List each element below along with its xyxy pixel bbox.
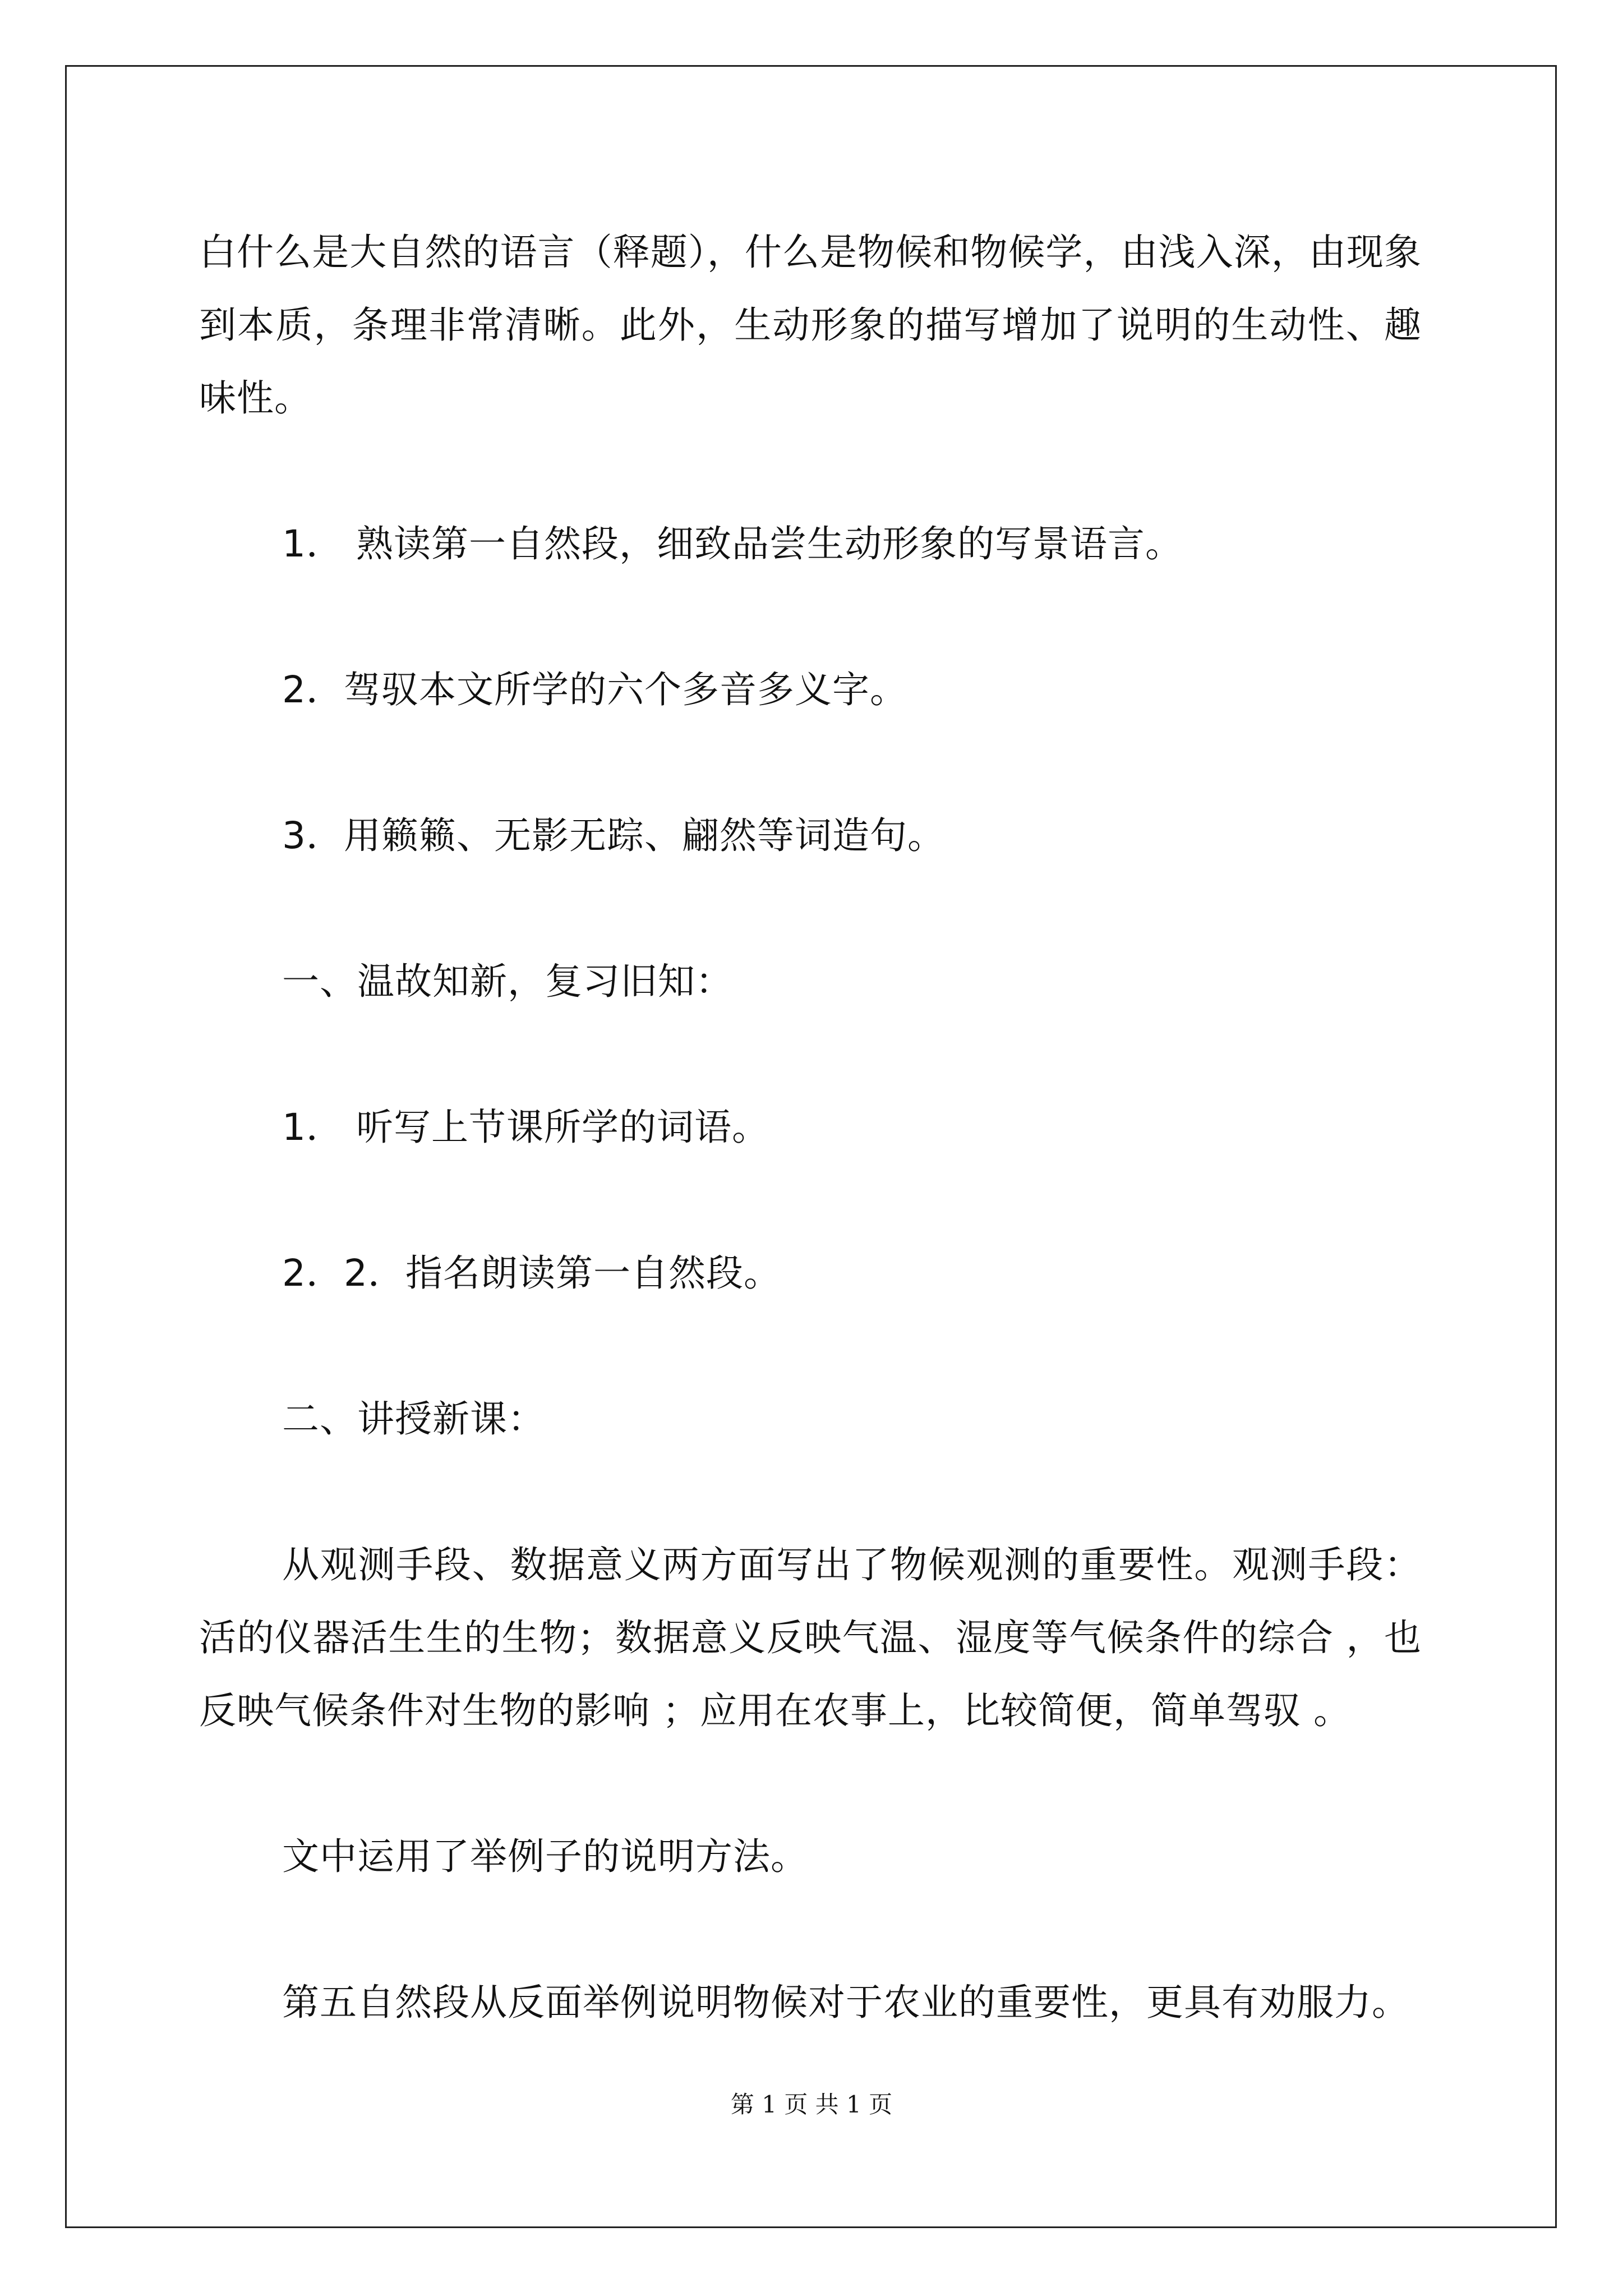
- paragraph-fifth-section: 第五自然段从反面举例说明物候对于农业的重要性，更具有劝服力。: [282, 1981, 1409, 2024]
- review-item-2: 2．2．指名朗读第一自然段。: [282, 1251, 781, 1295]
- list-item-1: 1． 熟读第一自然段，细致品尝生动形象的写景语言。: [282, 522, 1183, 565]
- page-footer: 第 1 页 共 1 页: [730, 2091, 893, 2118]
- list-item-2: 2．驾驭本文所学的六个多音多义字。: [282, 668, 907, 711]
- section-heading-new-lesson: 二、讲授新课：: [282, 1397, 545, 1441]
- section-heading-review: 一、温故知新，复习旧知：: [282, 960, 733, 1003]
- paragraph-observation: 从观测手段、数据意义两方面写出了物候观测的重要性。观测手段：活的仪器活生生的生物；数据意义反映气温、湿度等气候条件的综合 ，也反映气候条件对生物的影响 ；应用在农事上，比较简便，简单驾驭 。: [199, 1543, 1422, 1732]
- list-item-3: 3．用籁籁、无影无踪、翩然等词造句。: [282, 814, 945, 857]
- paragraph-example-method: 文中运用了举例子的说明方法。: [282, 1835, 808, 1878]
- review-item-1: 1． 听写上节课所学的词语。: [282, 1106, 769, 1149]
- document-body: [199, 216, 1422, 2112]
- paragraph-1: 白什么是大自然的语言（释题），什么是物候和物候学，由浅入深，由现象到本质，条理非常清晰。此外，生动形象的描写增加了说明的生动性、趣味性。: [199, 231, 1422, 420]
